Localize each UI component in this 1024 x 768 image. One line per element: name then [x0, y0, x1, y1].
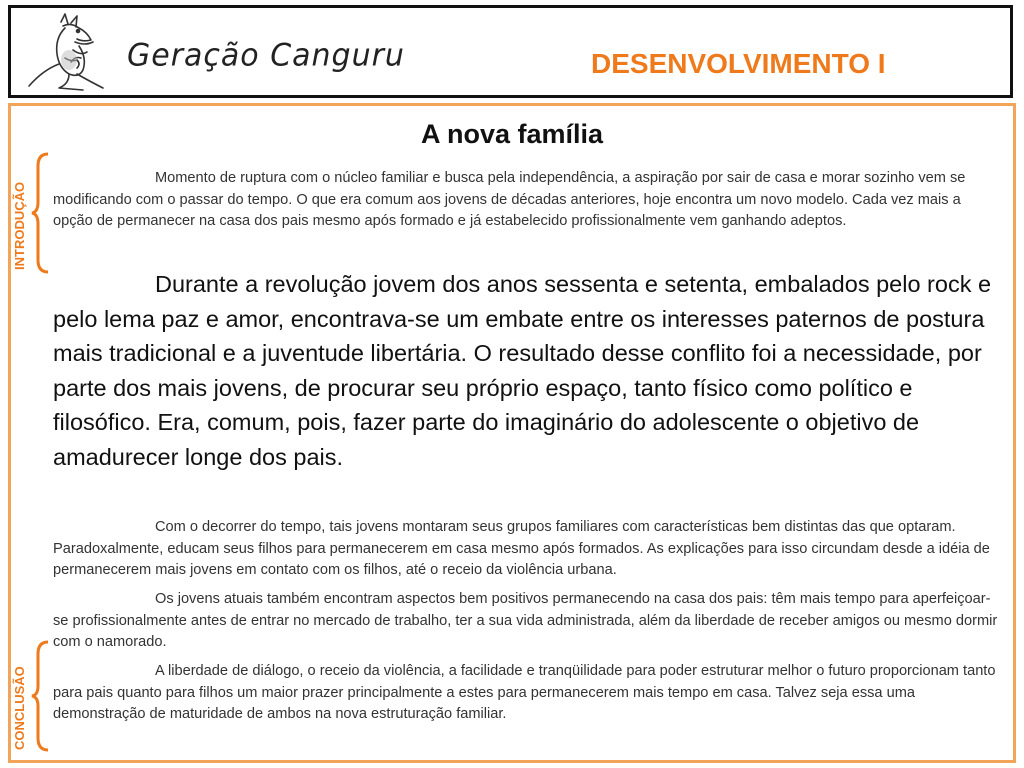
- slide-header: [8, 5, 1013, 98]
- conclusion-label: CONCLUSÃO: [12, 666, 27, 750]
- kangaroo-icon: [21, 12, 111, 94]
- body-paragraph-2: Os jovens atuais também encontram aspectos bem positivos permanecendo na casa dos pais: têm mais tempo para aperfeiçoar-se profissionalmente antes de entrar no mercado de trabalho, ter a sua vida administrada, além da liberdade de receber amigos ou mesmo dormir com o namorado.: [53, 591, 998, 650]
- page-title: A nova família: [420, 119, 604, 149]
- conclusion-paragraph: A liberdade de diálogo, o receio da violência, a facilidade e tranqüilidade para poder estruturar melhor o futuro proporcionam tanto para pais quanto para filhos um maior prazer principalmente a estes para permanecerem mais tempo em casa. Talvez seja essa uma demonstração de maturidade de ambos na nova estruturação familiar.: [53, 663, 996, 722]
- brand-name: Geração Canguru: [127, 37, 405, 74]
- section-title: DESENVOLVIMENTO I: [591, 48, 886, 79]
- body-paragraph-1: Com o decorrer do tempo, tais jovens montaram seus grupos familiares com características bem distintas das que optaram. Paradoxalmente, educam seus filhos para permanecerem em casa mesmo após formados. As explicações para isso circundam desde a idéia de permanecerem mais jovens em contato com os filhos, até o receio da violência urbana.: [53, 519, 990, 578]
- main-paragraph: Durante a revolução jovem dos anos sessenta e setenta, embalados pelo rock e pelo lema paz e amor, encontrava-se um embate entre os interesses paternos de postura mais tradicional e a juventude libertária. O resultado desse conflito foi a necessidade, por parte dos mais jovens, de procurar seu próprio espaço, tanto físico como político e filosófico. Era, comum, pois, fazer parte do imaginário do adolescente o objetivo de amadurecer longe dos pais.: [53, 271, 992, 470]
- intro-paragraph: Momento de ruptura com o núcleo familiar e busca pela independência, a aspiração por sair de casa e morar sozinho vem se modificando com o passar do tempo. O que era comum aos jovens de décadas anteriores, hoje encontra um novo modelo. Cada vez mais a opção de permanecer na casa dos pais mesmo após formado e já estabelecido profissionalmente vem ganhando adeptos.: [53, 170, 966, 229]
- conclusion-brace-icon: [30, 640, 52, 752]
- intro-brace-icon: [30, 152, 52, 274]
- intro-label: INTRODUÇÃO: [12, 181, 27, 270]
